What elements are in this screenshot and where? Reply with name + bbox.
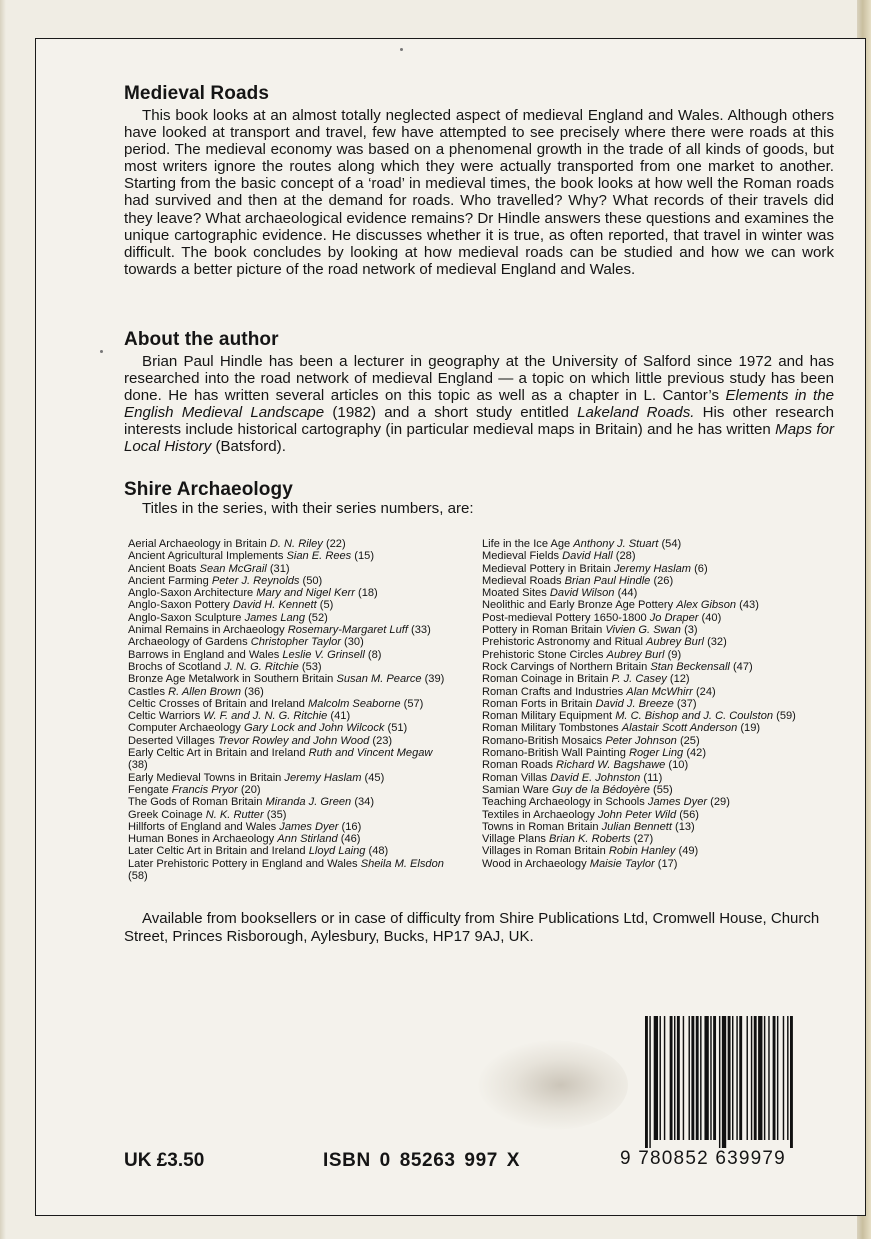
barcode-bar bbox=[677, 1016, 680, 1140]
series-item-author: John Peter Wild bbox=[597, 808, 677, 821]
series-item-author: Jeremy Haslam bbox=[284, 771, 362, 784]
barcode-bar bbox=[787, 1016, 788, 1140]
barcode-bar bbox=[783, 1016, 784, 1140]
barcode-bar bbox=[754, 1016, 757, 1140]
series-item-title: Hillforts of England and Wales bbox=[128, 820, 280, 833]
series-item-title: Ancient Boats bbox=[128, 562, 200, 575]
series-item-author: Brian Paul Hindle bbox=[564, 574, 651, 587]
series-list-item bbox=[128, 575, 480, 587]
series-item-author: M. C. Bishop and J. C. Coulston bbox=[615, 710, 774, 723]
speck-mark bbox=[400, 48, 403, 51]
series-item-author: Aubrey Burl bbox=[646, 636, 704, 649]
series-item-number: (13) bbox=[671, 820, 695, 833]
series-item-author: Anthony J. Stuart bbox=[573, 538, 659, 550]
barcode-bar bbox=[645, 1016, 648, 1148]
barcode-bar bbox=[654, 1016, 658, 1140]
series-item-author: Rosemary-Margaret Luff bbox=[287, 624, 408, 637]
series-item-author: Gary Lock and John Wilcock bbox=[243, 722, 385, 735]
series-item-title: Roman Forts in Britain bbox=[482, 697, 596, 710]
series-list-item bbox=[482, 575, 842, 587]
series-item-author: Peter J. Reynolds bbox=[211, 574, 300, 587]
barcode-bar bbox=[758, 1016, 762, 1140]
speck-mark bbox=[100, 350, 103, 353]
barcode-bar bbox=[696, 1016, 699, 1140]
series-item-number: (39) bbox=[421, 673, 445, 686]
page-edge-left bbox=[0, 0, 6, 1239]
series-item-number: (47) bbox=[729, 660, 753, 673]
series-list-item bbox=[128, 845, 480, 857]
author-bio-text-2: (1982) and a short study entitled bbox=[324, 404, 578, 422]
book-description-text: This book looks at an almost totally neglected aspect of medieval England and Wales. Although others have looked at transport and travel, few have attempted to see precisely where there were roads at this period. The medieval economy was based on a phenomenal growth in the trade of all kinds of goods, but most writers ignore the routes along which they were actually transported from one market to another. Starting from the basic concept of a ‘road’ in medieval times, the book looks at how well the Roman roads had survived and then at the demand for roads. Who travelled? Why? What records of their travels did they leave? What archaeological evidence remains? Dr Hindle answers these questions and examines the unique cartographic evidence. He discusses whether it is true, as often reported, that travel in winter was difficult. The book concludes by looking at how medieval roads can be studied and how we can work towards a better picture of the road network of medieval England and Wales. bbox=[124, 107, 834, 278]
about-author-heading: About the author bbox=[124, 329, 279, 350]
series-list-item bbox=[128, 563, 480, 575]
series-item-title: Celtic Warriors bbox=[128, 710, 204, 723]
series-item-author: Jo Draper bbox=[649, 611, 699, 624]
series-item-number: (54) bbox=[658, 538, 682, 550]
series-item-title: Roman Crafts and Industries bbox=[482, 685, 627, 698]
series-list-item bbox=[128, 673, 480, 685]
series-intro: Titles in the series, with their series numbers, are: bbox=[142, 500, 474, 517]
book-title-heading: Medieval Roads bbox=[124, 83, 270, 104]
series-item-title: Moated Sites bbox=[482, 587, 550, 600]
paper-stain bbox=[478, 1040, 628, 1130]
series-list-item bbox=[128, 710, 480, 722]
series-item-number: (59) bbox=[773, 710, 796, 723]
series-item-number: (34) bbox=[351, 796, 375, 809]
series-item-number: (55) bbox=[649, 783, 673, 796]
series-item-author: James Dyer bbox=[647, 796, 708, 809]
series-item-number: (6) bbox=[691, 562, 708, 575]
series-list-item bbox=[482, 599, 842, 611]
author-bio bbox=[124, 353, 834, 456]
availability-note bbox=[124, 910, 844, 946]
series-item-title: Castles bbox=[128, 685, 169, 698]
barcode-bar bbox=[747, 1016, 748, 1140]
series-list-item bbox=[128, 599, 480, 611]
author-bio-text-3: His other research interests include historical cartography (in particular medieval maps in Britain) and he has written bbox=[124, 404, 834, 439]
series-item-author: Vivien G. Swan bbox=[605, 624, 681, 637]
series-item-author: Richard W. Bagshawe bbox=[556, 759, 666, 772]
availability-text: Available from booksellers or in case of difficulty from Shire Publications Ltd, Cromwell House, Church Street, Princes Risborough, Aylesbury, Bucks, HP17 9AJ, UK. bbox=[124, 910, 820, 945]
series-item-title: Ancient Farming bbox=[128, 574, 212, 587]
series-list-item bbox=[482, 735, 842, 747]
series-item-author: Stan Beckensall bbox=[650, 660, 730, 673]
series-list-item bbox=[128, 796, 480, 808]
series-list-item bbox=[128, 722, 480, 734]
series-list-item bbox=[482, 624, 842, 636]
series-item-title: Roman Military Equipment bbox=[482, 710, 616, 723]
series-list-item bbox=[482, 821, 842, 833]
barcode-bar bbox=[773, 1016, 776, 1140]
barcode-bar bbox=[670, 1016, 673, 1140]
series-item-title: Greek Coinage bbox=[128, 808, 206, 821]
barcode-bar bbox=[739, 1016, 742, 1140]
author-bio-text-4: (Batsford). bbox=[211, 438, 286, 456]
series-item-author: Trevor Rowley and John Wood bbox=[217, 734, 370, 747]
series-item-number: (10) bbox=[665, 759, 689, 772]
series-item-title: Prehistoric Stone Circles bbox=[482, 648, 607, 661]
series-item-author: W. F. and J. N. G. Ritchie bbox=[203, 710, 328, 723]
series-item-title: Early Celtic Art in Britain and Ireland bbox=[128, 747, 309, 760]
series-item-author: Alex Gibson bbox=[676, 599, 737, 612]
barcode-bar bbox=[777, 1016, 778, 1140]
barcode-bar bbox=[768, 1016, 769, 1140]
series-list-item bbox=[128, 821, 480, 833]
series-list-item bbox=[128, 772, 480, 784]
barcode-bar bbox=[751, 1016, 752, 1140]
series-item-number: (49) bbox=[675, 845, 699, 858]
barcode-bar bbox=[674, 1016, 675, 1140]
series-item-number: (57) bbox=[400, 697, 424, 710]
series-item-title: Aerial Archaeology in Britain bbox=[128, 538, 270, 550]
series-item-author: Mary and Nigel Kerr bbox=[256, 587, 355, 600]
series-item-title: Roman Coinage in Britain bbox=[482, 673, 612, 686]
barcode-bar bbox=[649, 1016, 650, 1148]
series-list-item bbox=[482, 587, 842, 599]
series-list-item bbox=[482, 649, 842, 661]
series-item-author: Julian Bennett bbox=[601, 820, 672, 833]
barcode-bar bbox=[710, 1016, 711, 1140]
series-item-author: Roger Ling bbox=[628, 747, 684, 760]
series-item-title: Wood in Archaeology bbox=[482, 857, 590, 870]
author-bio-text-1: Brian Paul Hindle has been a lecturer in geography at the University of Salford since 1972 and has researched into the road network of medieval England — a topic on which little previous study has been done. He has written several articles on this topic as well as a chapter in L. Cantor’s bbox=[124, 353, 834, 405]
series-list-item bbox=[128, 661, 480, 673]
series-item-title: Post-medieval Pottery 1650-1800 bbox=[482, 611, 650, 624]
barcode-bar bbox=[728, 1016, 731, 1140]
series-list-item bbox=[128, 587, 480, 599]
series-item-author: R. Allen Brown bbox=[168, 685, 242, 698]
series-item-author: Christopher Taylor bbox=[250, 636, 341, 649]
series-item-author: David E. Johnston bbox=[550, 771, 641, 784]
isbn-label: ISBN 0 85263 997 X bbox=[323, 1150, 521, 1171]
author-book-title-1: Elements in the English Medieval Landscape bbox=[124, 387, 834, 422]
barcode-bar bbox=[664, 1016, 665, 1140]
series-item-title: Towns in Roman Britain bbox=[482, 820, 602, 833]
series-item-number: (33) bbox=[407, 624, 431, 637]
series-item-author: Francis Pryor bbox=[171, 783, 238, 796]
series-item-title: Neolithic and Early Bronze Age Pottery bbox=[482, 599, 677, 612]
series-item-author: Susan M. Pearce bbox=[336, 673, 422, 686]
barcode-bar bbox=[713, 1016, 716, 1140]
series-list-item bbox=[482, 772, 842, 784]
barcode-bar bbox=[704, 1016, 708, 1140]
series-item-author: Alan McWhirr bbox=[626, 685, 693, 698]
barcode-bar bbox=[660, 1016, 661, 1140]
series-item-number: (12) bbox=[666, 673, 690, 686]
series-item-author: James Lang bbox=[244, 611, 305, 624]
series-item-author: N. K. Rutter bbox=[205, 808, 264, 821]
series-item-number: (27) bbox=[630, 833, 654, 846]
series-item-number: (24) bbox=[692, 685, 716, 698]
series-item-title: Anglo-Saxon Sculpture bbox=[128, 611, 245, 624]
series-item-number: (56) bbox=[676, 808, 699, 821]
series-list-item bbox=[482, 612, 842, 624]
series-item-title: Samian Ware bbox=[482, 783, 552, 796]
series-item-number: (35) bbox=[263, 808, 287, 821]
series-list-item bbox=[128, 624, 480, 636]
series-item-title: Textiles in Archaeology bbox=[482, 808, 598, 821]
series-item-title: Roman Military Tombstones bbox=[482, 722, 622, 735]
series-item-author: Lloyd Laing bbox=[308, 845, 366, 858]
series-item-title: Anglo-Saxon Architecture bbox=[128, 587, 257, 600]
series-item-number: (19) bbox=[737, 722, 761, 735]
series-item-number: (22) bbox=[322, 538, 346, 550]
series-item-author: Jeremy Haslam bbox=[613, 562, 692, 575]
series-heading: Shire Archaeology bbox=[124, 479, 293, 500]
series-list-item bbox=[482, 550, 842, 562]
series-item-title: Medieval Pottery in Britain bbox=[482, 562, 614, 575]
series-item-title: Romano-British Wall Painting bbox=[482, 747, 629, 760]
series-item-number: (45) bbox=[361, 771, 385, 784]
series-item-number: (31) bbox=[266, 562, 290, 575]
series-item-number: (26) bbox=[650, 574, 674, 587]
series-list-item bbox=[128, 747, 480, 772]
series-item-number: (30) bbox=[340, 636, 364, 649]
series-item-title: Medieval Roads bbox=[482, 574, 565, 587]
series-item-number: (40) bbox=[698, 611, 722, 624]
series-item-title: Rock Carvings of Northern Britain bbox=[482, 660, 651, 673]
series-item-number: (52) bbox=[305, 611, 328, 624]
series-list-item bbox=[128, 649, 480, 661]
barcode-bar bbox=[719, 1016, 720, 1148]
series-list-item bbox=[482, 833, 842, 845]
series-item-author: Brian K. Roberts bbox=[549, 833, 631, 846]
series-item-author: James Dyer bbox=[279, 820, 339, 833]
series-item-number: (15) bbox=[351, 550, 375, 563]
series-item-title: Later Prehistoric Pottery in England and Wales bbox=[128, 857, 361, 870]
series-list-item bbox=[128, 698, 480, 710]
series-list-item bbox=[482, 809, 842, 821]
series-item-number: (44) bbox=[614, 587, 638, 600]
barcode-bar bbox=[732, 1016, 733, 1140]
series-item-author: Sian E. Rees bbox=[286, 550, 352, 563]
series-item-author: Miranda J. Green bbox=[265, 796, 352, 809]
barcode-digits: 9 780852 639979 bbox=[620, 1148, 786, 1169]
series-item-number: (9) bbox=[664, 648, 682, 661]
series-list-item bbox=[482, 784, 842, 796]
author-book-title-2: Lakeland Roads. bbox=[577, 404, 695, 422]
series-item-number: (17) bbox=[654, 857, 678, 870]
series-item-number: (32) bbox=[703, 636, 727, 649]
series-list-item bbox=[128, 612, 480, 624]
series-item-author: Malcolm Seaborne bbox=[308, 697, 401, 710]
series-list-right bbox=[482, 538, 842, 870]
series-item-title: Early Medieval Towns in Britain bbox=[128, 771, 285, 784]
barcode-bar bbox=[722, 1016, 726, 1148]
book-description bbox=[124, 107, 834, 278]
series-list-item bbox=[482, 673, 842, 685]
series-item-title: Teaching Archaeology in Schools bbox=[482, 796, 648, 809]
series-item-title: Prehistoric Astronomy and Ritual bbox=[482, 636, 647, 649]
series-item-title: Fengate bbox=[128, 783, 172, 796]
barcode-bar bbox=[700, 1016, 701, 1140]
series-item-author: Maisie Taylor bbox=[589, 857, 655, 870]
series-item-number: (3) bbox=[680, 624, 698, 637]
series-list-item bbox=[128, 550, 480, 562]
series-item-author: David Wilson bbox=[549, 587, 615, 600]
series-item-author: David Hall bbox=[562, 550, 613, 563]
series-item-author: Alastair Scott Anderson bbox=[621, 722, 738, 735]
series-item-author: Ann Stirland bbox=[277, 833, 338, 846]
series-item-title: Life in the Ice Age bbox=[482, 538, 574, 550]
series-list-item bbox=[482, 661, 842, 673]
series-list-item bbox=[128, 809, 480, 821]
series-item-title: Brochs of Scotland bbox=[128, 660, 225, 673]
series-list-item bbox=[482, 845, 842, 857]
series-list-item bbox=[482, 698, 842, 710]
series-item-author: Leslie V. Grinsell bbox=[282, 648, 365, 661]
series-item-author: Sean McGrail bbox=[199, 562, 267, 575]
series-item-author: Robin Hanley bbox=[608, 845, 676, 858]
series-list-item bbox=[128, 686, 480, 698]
series-item-title: Ancient Agricultural Implements bbox=[128, 550, 287, 563]
series-item-number: (53) bbox=[298, 660, 322, 673]
series-item-title: Human Bones in Archaeology bbox=[128, 833, 278, 846]
barcode-bar bbox=[764, 1016, 765, 1140]
series-item-title: Animal Remains in Archaeology bbox=[128, 624, 288, 637]
series-item-number: (23) bbox=[369, 734, 393, 747]
series-item-author: J. N. G. Ritchie bbox=[224, 660, 299, 673]
series-item-number: (37) bbox=[673, 697, 697, 710]
series-item-author: Guy de la Bédoyère bbox=[551, 783, 650, 796]
series-item-number: (41) bbox=[327, 710, 351, 723]
series-item-author: Sheila M. Elsdon bbox=[360, 857, 444, 870]
series-item-title: Computer Archaeology bbox=[128, 722, 244, 735]
series-item-title: Celtic Crosses of Britain and Ireland bbox=[128, 697, 309, 710]
series-item-title: Pottery in Roman Britain bbox=[482, 624, 606, 637]
series-item-title: Bronze Age Metalwork in Southern Britain bbox=[128, 673, 337, 686]
series-item-number: (29) bbox=[707, 796, 730, 809]
series-list-item bbox=[482, 722, 842, 734]
series-item-number: (20) bbox=[237, 783, 261, 796]
series-item-number: (46) bbox=[337, 833, 361, 846]
series-item-title: Anglo-Saxon Pottery bbox=[128, 599, 233, 612]
series-item-number: (43) bbox=[736, 599, 759, 612]
barcode-bar bbox=[790, 1016, 793, 1148]
series-item-number: (8) bbox=[364, 648, 382, 661]
series-item-title: The Gods of Roman Britain bbox=[128, 796, 266, 809]
series-item-author: D. N. Riley bbox=[269, 538, 323, 550]
series-item-title: Later Celtic Art in Britain and Ireland bbox=[128, 845, 309, 858]
barcode-bar bbox=[691, 1016, 694, 1140]
author-book-title-3: Maps for Local History bbox=[124, 421, 835, 456]
series-item-number: (11) bbox=[640, 771, 663, 784]
series-list-item bbox=[482, 686, 842, 698]
series-list-left bbox=[128, 538, 480, 882]
series-list-item bbox=[128, 784, 480, 796]
series-item-author: Ruth and Vincent Megaw bbox=[308, 747, 433, 760]
series-item-title: Roman Roads bbox=[482, 759, 556, 772]
series-item-number: (42) bbox=[683, 747, 707, 760]
series-item-number: (5) bbox=[316, 599, 334, 612]
series-item-title: Romano-British Mosaics bbox=[482, 734, 606, 747]
series-list-item bbox=[128, 858, 480, 883]
barcode-image bbox=[645, 1016, 845, 1148]
series-list-item bbox=[482, 858, 842, 870]
barcode-bar bbox=[683, 1016, 684, 1140]
series-item-author: David J. Breeze bbox=[595, 697, 674, 710]
series-item-title: Villages in Roman Britain bbox=[482, 845, 609, 858]
barcode-bar bbox=[689, 1016, 690, 1140]
series-list-item bbox=[482, 563, 842, 575]
series-item-title: Deserted Villages bbox=[128, 734, 218, 747]
series-list-item bbox=[482, 796, 842, 808]
series-item-number: (50) bbox=[299, 574, 323, 587]
series-list-item bbox=[128, 538, 480, 550]
series-item-author: David H. Kennett bbox=[232, 599, 317, 612]
series-list-item bbox=[482, 759, 842, 771]
series-item-number: (36) bbox=[241, 685, 264, 698]
series-item-number: (48) bbox=[365, 845, 389, 858]
series-item-number: (58) bbox=[128, 870, 148, 883]
series-list-item bbox=[128, 735, 480, 747]
series-item-author: Aubrey Burl bbox=[606, 648, 665, 661]
price-label: UK £3.50 bbox=[124, 1150, 205, 1171]
series-item-title: Medieval Fields bbox=[482, 550, 563, 563]
series-item-number: (16) bbox=[338, 820, 362, 833]
series-item-number: (51) bbox=[384, 722, 408, 735]
series-item-number: (25) bbox=[676, 734, 700, 747]
barcode-bar bbox=[736, 1016, 737, 1140]
series-list-item bbox=[128, 833, 480, 845]
series-item-title: Barrows in England and Wales bbox=[128, 648, 283, 661]
series-item-number: (18) bbox=[354, 587, 378, 600]
series-item-author: P. J. Casey bbox=[611, 673, 667, 686]
series-item-title: Archaeology of Gardens bbox=[128, 636, 251, 649]
series-item-number: (38) bbox=[128, 759, 148, 772]
series-list-item bbox=[482, 710, 842, 722]
series-item-title: Village Plans bbox=[482, 833, 550, 846]
series-item-number: (28) bbox=[612, 550, 636, 563]
series-list-item bbox=[482, 636, 842, 648]
series-item-title: Roman Villas bbox=[482, 771, 551, 784]
series-list-item bbox=[128, 636, 480, 648]
series-list-item bbox=[482, 538, 842, 550]
series-list-item bbox=[482, 747, 842, 759]
series-item-author: Peter Johnson bbox=[605, 734, 677, 747]
